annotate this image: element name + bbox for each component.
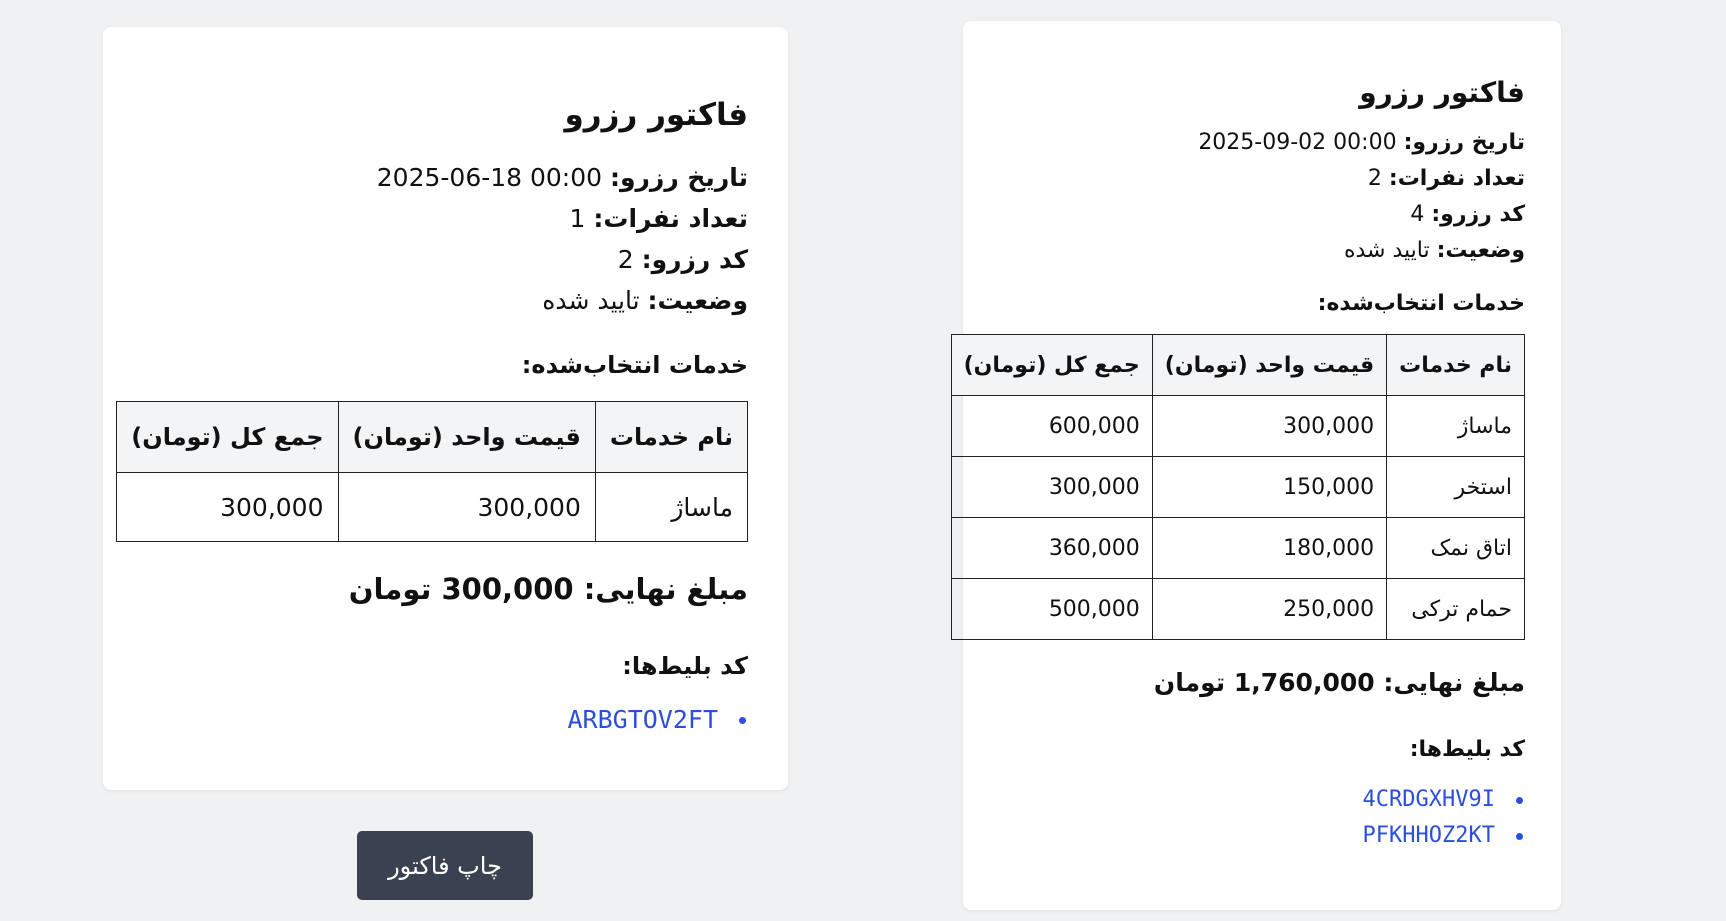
- service-name-cell: ماساژ: [1387, 396, 1525, 457]
- final-amount-label: مبلغ نهایی:: [583, 572, 748, 606]
- reservation-status-label: وضعیت:: [647, 286, 748, 315]
- reservation-date-label: تاریخ رزرو:: [610, 163, 748, 192]
- column-header-unit-price: قیمت واحد (تومان): [1152, 335, 1386, 396]
- list-item: PFKHHOZ2KT: [999, 818, 1525, 854]
- guest-count-label: تعداد نفرات:: [593, 204, 748, 233]
- reservation-status-value: تایید شده: [542, 286, 640, 315]
- service-name-cell: حمام ترکی: [1387, 579, 1525, 640]
- final-amount-value: 1,760,000: [1233, 668, 1375, 697]
- reservation-info: [143, 157, 748, 321]
- unit-price-cell: 300,000: [1152, 396, 1386, 457]
- unit-price-cell: 300,000: [338, 473, 595, 542]
- final-amount: [143, 572, 748, 606]
- table-row: [951, 518, 1524, 579]
- reservation-code-label: کد رزرو:: [641, 245, 748, 274]
- invoice-title: فاکتور رزرو: [1359, 76, 1525, 109]
- services-table: [116, 401, 748, 542]
- tickets-title: کد بلیط‌ها:: [622, 652, 748, 680]
- row-total-cell: 300,000: [117, 473, 338, 542]
- guest-count-value: 1: [569, 204, 586, 233]
- service-name-cell: اتاق نمک: [1387, 518, 1525, 579]
- row-total-cell: 360,000: [951, 518, 1152, 579]
- reservation-status-label: وضعیت:: [1436, 238, 1525, 263]
- reservation-code-label: کد رزرو:: [1431, 202, 1525, 227]
- invoice-title: فاکتور رزرو: [564, 97, 748, 133]
- row-total-cell: 600,000: [951, 396, 1152, 457]
- row-total-cell: 300,000: [951, 457, 1152, 518]
- reservation-status: [999, 233, 1525, 269]
- ticket-codes-list: [143, 700, 748, 740]
- ticket-codes-list: [999, 782, 1525, 854]
- guest-count: [143, 198, 748, 239]
- table-row: [951, 579, 1524, 640]
- final-amount-label: مبلغ نهایی:: [1383, 668, 1525, 697]
- reservation-status: [143, 280, 748, 321]
- table-header-row: [117, 402, 748, 473]
- guest-count: [999, 161, 1525, 197]
- reservation-code: [999, 197, 1525, 233]
- reservation-info: [999, 125, 1525, 269]
- unit-price-cell: 180,000: [1152, 518, 1386, 579]
- final-amount-unit: تومان: [1153, 668, 1226, 697]
- services-table: [951, 334, 1525, 640]
- service-name-cell: ماساژ: [595, 473, 747, 542]
- unit-price-cell: 150,000: [1152, 457, 1386, 518]
- table-row: [951, 396, 1524, 457]
- reservation-code-value: 2: [617, 245, 634, 274]
- table-row: [117, 473, 748, 542]
- service-name-cell: استخر: [1387, 457, 1525, 518]
- invoice-card: [103, 27, 788, 790]
- column-header-unit-price: قیمت واحد (تومان): [338, 402, 595, 473]
- list-item: ARBGTOV2FT: [143, 700, 748, 740]
- unit-price-cell: 250,000: [1152, 579, 1386, 640]
- reservation-date-label: تاریخ رزرو:: [1403, 130, 1525, 155]
- print-invoice-button[interactable]: چاپ فاکتور: [357, 831, 533, 900]
- reservation-code-value: 4: [1410, 202, 1425, 227]
- column-header-service-name: نام خدمات: [1387, 335, 1525, 396]
- reservation-date: [999, 125, 1525, 161]
- list-item: 4CRDGXHV9I: [999, 782, 1525, 818]
- column-header-service-name: نام خدمات: [595, 402, 747, 473]
- column-header-total: جمع کل (تومان): [951, 335, 1152, 396]
- reservation-date-value: 2025-06-18 00:00: [376, 163, 603, 192]
- table-header-row: [951, 335, 1524, 396]
- tickets-title: کد بلیط‌ها:: [1409, 737, 1525, 762]
- guest-count-value: 2: [1367, 166, 1382, 191]
- services-title: خدمات انتخاب‌شده:: [1317, 291, 1525, 316]
- reservation-date-value: 2025-09-02 00:00: [1198, 130, 1397, 155]
- table-row: [951, 457, 1524, 518]
- invoice-card: [963, 21, 1561, 910]
- final-amount-value: 300,000: [441, 572, 574, 606]
- reservation-code: [143, 239, 748, 280]
- reservation-status-value: تایید شده: [1343, 238, 1430, 263]
- reservation-date: [143, 157, 748, 198]
- final-amount: [999, 668, 1525, 697]
- final-amount-unit: تومان: [348, 572, 432, 606]
- guest-count-label: تعداد نفرات:: [1388, 166, 1525, 191]
- column-header-total: جمع کل (تومان): [117, 402, 338, 473]
- services-title: خدمات انتخاب‌شده:: [521, 351, 748, 379]
- row-total-cell: 500,000: [951, 579, 1152, 640]
